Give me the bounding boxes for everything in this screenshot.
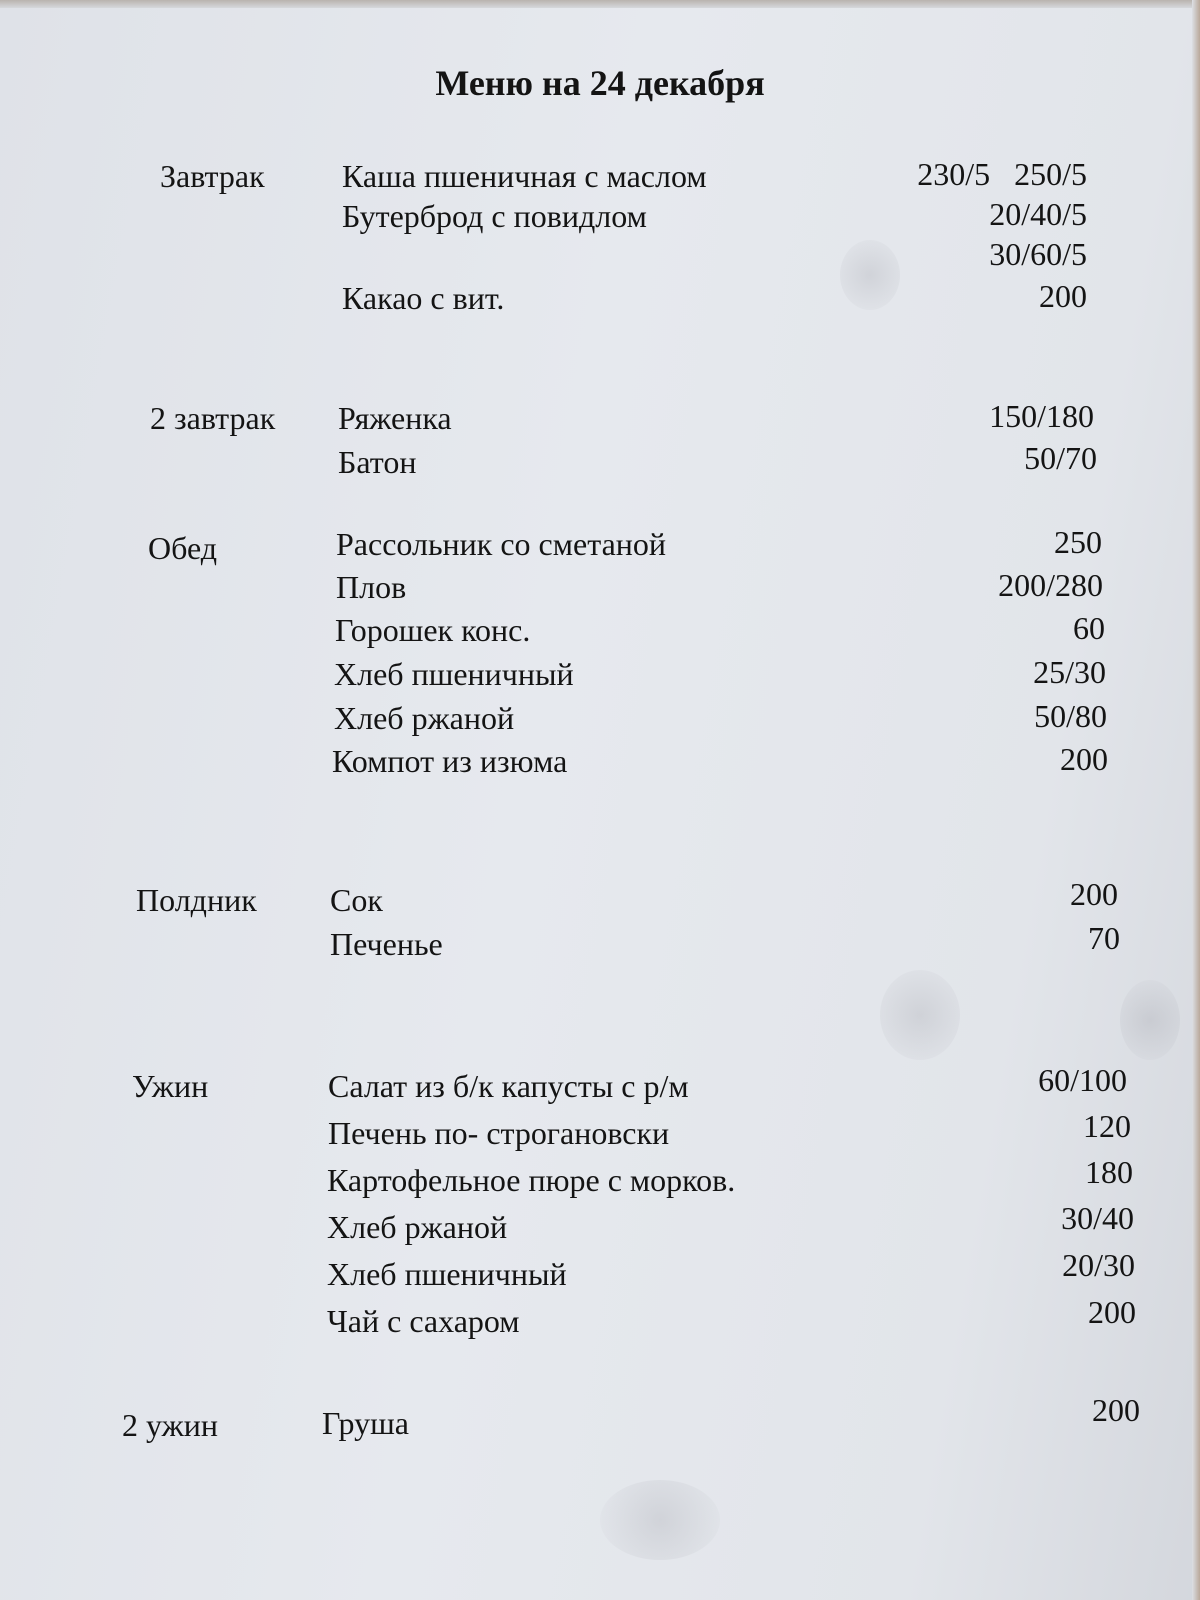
- dish-portion: 200: [1088, 1294, 1136, 1330]
- dish-portion: 120: [1083, 1108, 1131, 1144]
- print-smudge: [1120, 980, 1180, 1060]
- meal-label-afternoon-snack: Полдник: [136, 882, 257, 918]
- dish-portion: 60/100: [1038, 1062, 1127, 1098]
- meal-label-lunch: Обед: [148, 530, 218, 566]
- dish-portion: 50/70: [1024, 440, 1097, 476]
- dish-name: Хлеб пшеничный: [327, 1256, 567, 1292]
- dish-portion: 25/30: [1033, 654, 1106, 690]
- dish-portion: 150/180: [989, 398, 1094, 434]
- dish-name: Каша пшеничная с маслом: [342, 158, 707, 194]
- dish-name: Печень по- строгановски: [328, 1115, 670, 1151]
- dish-portion: 30/40: [1061, 1200, 1134, 1236]
- menu-title: Меню на 24 декабря: [435, 63, 765, 103]
- meal-label-breakfast: Завтрак: [160, 158, 265, 194]
- dish-name: Хлеб пшеничный: [334, 656, 574, 692]
- dish-name: Хлеб ржаной: [327, 1209, 508, 1245]
- dish-portion: 200: [1060, 741, 1108, 777]
- dish-name: Рассольник со сметаной: [336, 526, 667, 562]
- meal-label-second-dinner: 2 ужин: [122, 1407, 218, 1443]
- dish-portion: 180: [1085, 1154, 1133, 1190]
- dish-name: Печенье: [330, 926, 443, 962]
- dish-portion: 200: [1070, 876, 1118, 912]
- print-smudge: [880, 970, 960, 1060]
- dish-name: Батон: [338, 444, 417, 480]
- dish-portion: 250: [1054, 524, 1102, 560]
- dish-name: Ряженка: [338, 400, 452, 436]
- dish-portion: 200: [1039, 278, 1087, 314]
- dish-portion: 50/80: [1034, 698, 1107, 734]
- dish-portion: 20/40/5: [989, 196, 1087, 232]
- dish-name: Груша: [322, 1405, 409, 1441]
- dish-portion: 200/280: [998, 567, 1103, 603]
- dish-portion: 30/60/5: [989, 236, 1087, 272]
- print-smudge: [600, 1480, 720, 1560]
- paper-top-edge: [0, 0, 1200, 8]
- dish-name: Бутерброд с повидлом: [342, 198, 647, 234]
- dish-portion: 230/5 250/5: [917, 156, 1087, 192]
- paper-right-edge: [1192, 0, 1200, 1600]
- meal-label-second-breakfast: 2 завтрак: [150, 400, 276, 436]
- dish-name: Какао с вит.: [342, 280, 505, 316]
- dish-name: Хлеб ржаной: [334, 700, 515, 736]
- dish-name: Картофельное пюре с морков.: [327, 1162, 736, 1198]
- dish-name: Салат из б/к капусты с р/м: [328, 1068, 689, 1104]
- dish-name: Чай с сахаром: [327, 1303, 520, 1339]
- dish-portion: 20/30: [1062, 1247, 1135, 1283]
- dish-portion: 60: [1073, 610, 1105, 646]
- dish-name: Компот из изюма: [332, 743, 568, 779]
- dish-portion: 70: [1088, 920, 1120, 956]
- meal-label-dinner: Ужин: [132, 1068, 209, 1104]
- dish-name: Плов: [336, 569, 407, 605]
- dish-name: Сок: [330, 882, 383, 918]
- dish-portion: 200: [1092, 1392, 1140, 1428]
- dish-name: Горошек конс.: [335, 612, 531, 648]
